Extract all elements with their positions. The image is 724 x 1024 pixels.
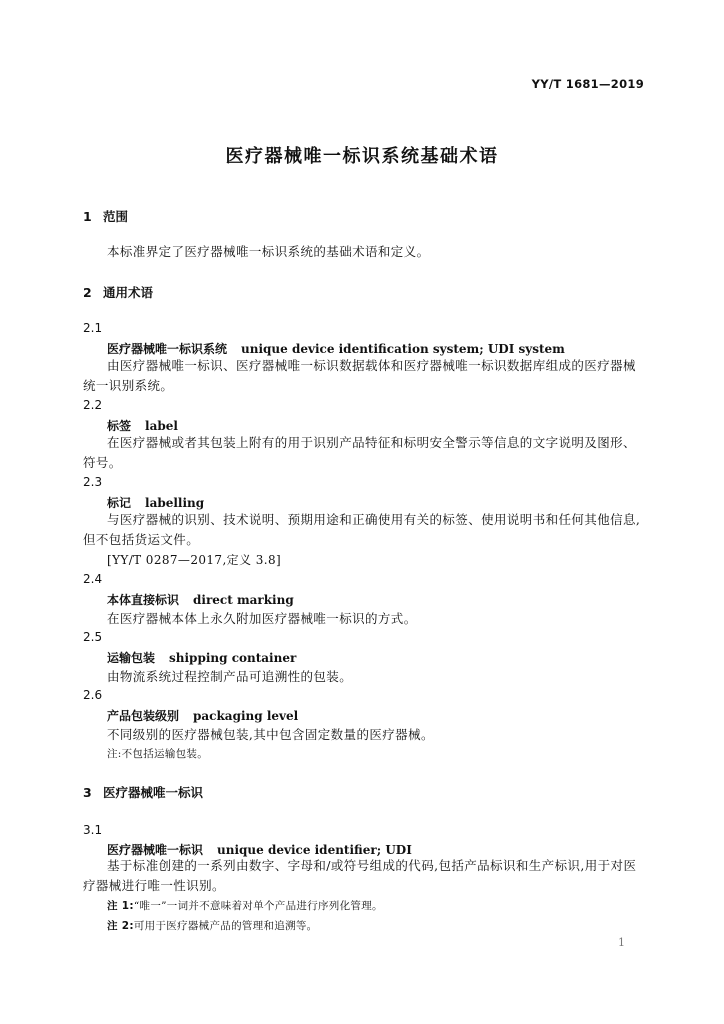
term-heading (107, 340, 565, 357)
section-3-heading (83, 783, 203, 801)
term-number: 2.2 (83, 398, 103, 412)
note-label: 注 2: (107, 920, 134, 932)
page-number: 1 (618, 936, 625, 949)
term-definition: 在医疗器械或者其包装上附有的用于识别产品特征和标明安全警示等信息的文字说明及图形、符号。 (83, 435, 636, 470)
term-number: 2.1 (83, 321, 103, 335)
section-title: 医疗器械唯一标识 (103, 785, 204, 800)
term-zh: 本体直接标识 (107, 593, 180, 607)
term-definition: 不同级别的医疗器械包装,其中包含固定数量的医疗器械。 (107, 727, 434, 742)
section-number: 1 (83, 209, 92, 224)
term-number: 3.1 (83, 823, 103, 837)
term-heading (107, 417, 178, 434)
term-note-2 (107, 918, 317, 933)
term-en: unique device identification system; UDI system (241, 342, 565, 356)
term-definition: 与医疗器械的识别、技术说明、预期用途和正确使用有关的标签、使用说明书和任何其他信息,但不包括货运文件。 (83, 512, 641, 547)
term-note: 注:不包括运输包装。 (107, 748, 209, 760)
term-zh: 医疗器械唯一标识 (107, 843, 204, 857)
term-zh: 运输包装 (107, 651, 156, 665)
term-en: direct marking (193, 593, 294, 607)
section-number: 3 (83, 785, 92, 800)
term-definition: 基于标准创建的一系列由数字、字母和/或符号组成的代码,包括产品标识和生产标识,用于对医疗器械进行唯一性识别。 (83, 858, 637, 893)
term-heading (107, 494, 204, 511)
note-label: 注 1: (107, 900, 134, 912)
section-2-heading (83, 283, 153, 301)
term-zh: 产品包装级别 (107, 709, 180, 723)
term-zh: 标记 (107, 496, 132, 510)
section-number: 2 (83, 285, 92, 300)
term-en: shipping container (169, 651, 297, 665)
term-en: unique device identifier; UDI (217, 843, 412, 857)
term-reference: [YY/T 0287—2017,定义 3.8] (107, 553, 282, 567)
term-en: label (145, 419, 178, 433)
term-heading (107, 649, 296, 666)
term-number: 2.4 (83, 572, 103, 586)
term-zh: 标签 (107, 419, 132, 433)
term-number: 2.3 (83, 475, 103, 489)
section-title: 通用术语 (103, 285, 154, 300)
note-text: “唯一”一词并不意味着对单个产品进行序列化管理。 (133, 900, 383, 912)
section-1-heading (83, 207, 128, 225)
term-note-1 (107, 898, 383, 913)
term-number: 2.5 (83, 630, 103, 644)
section-1-body: 本标准界定了医疗器械唯一标识系统的基础术语和定义。 (107, 244, 430, 259)
term-heading (107, 707, 298, 724)
term-definition: 由医疗器械唯一标识、医疗器械唯一标识数据载体和医疗器械唯一标识数据库组成的医疗器械统一识别系统。 (83, 358, 636, 393)
term-en: packaging level (193, 709, 299, 723)
term-definition: 由物流系统过程控制产品可追溯性的包装。 (107, 669, 353, 684)
standard-code: YY/T 1681—2019 (531, 77, 644, 91)
term-definition: 在医疗器械本体上永久附加医疗器械唯一标识的方式。 (107, 611, 417, 626)
term-zh: 医疗器械唯一标识系统 (107, 342, 228, 356)
note-text: 可用于医疗器械产品的管理和追溯等。 (133, 920, 318, 932)
document-title: 医疗器械唯一标识系统基础术语 (225, 146, 499, 167)
term-heading (107, 591, 294, 608)
term-number: 2.6 (83, 688, 103, 702)
section-title: 范围 (103, 209, 129, 224)
term-en: labelling (145, 496, 205, 510)
